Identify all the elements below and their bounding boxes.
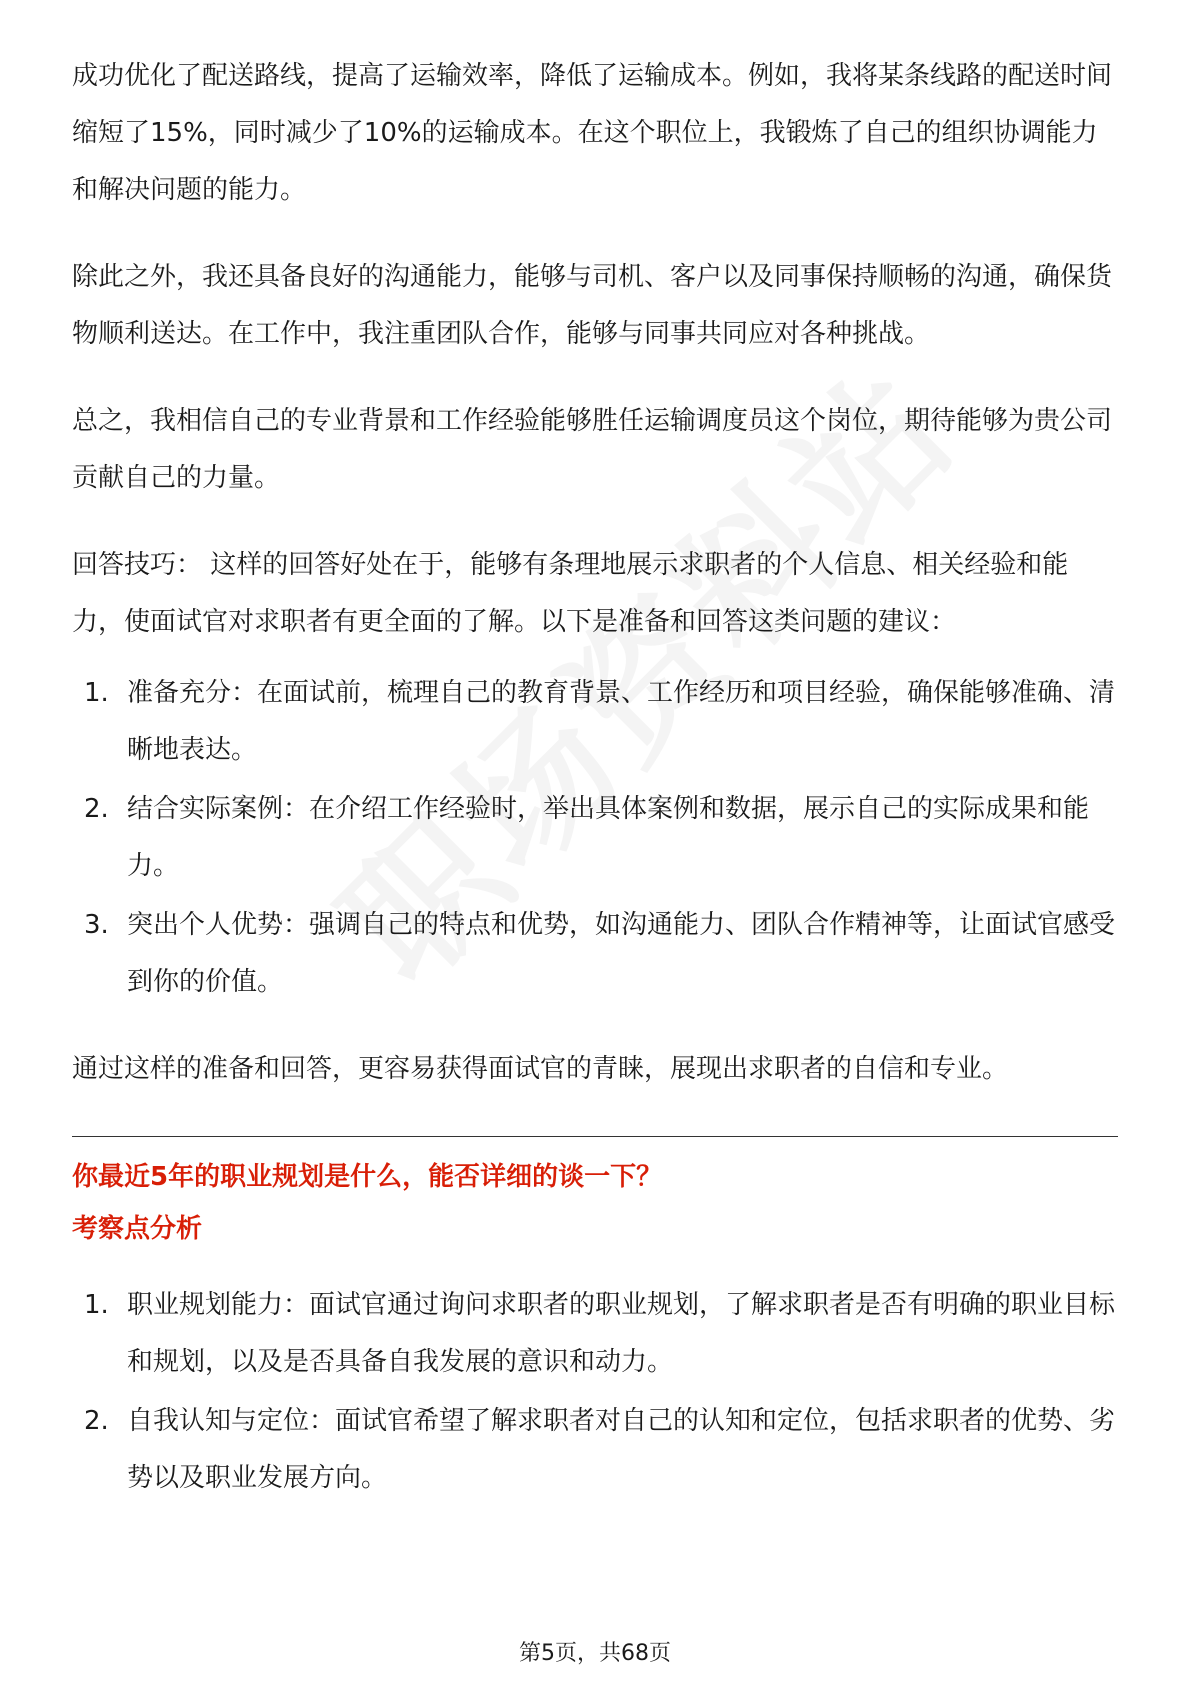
analysis-title: 考察点分析	[72, 1214, 203, 1244]
list-number: 3.	[84, 910, 109, 940]
list-item	[72, 1277, 1118, 1391]
list-number: 2.	[84, 794, 109, 824]
paragraph-closing: 通过这样的准备和回答，更容易获得面试官的青睐，展现出求职者的自信和专业。	[72, 1054, 1009, 1084]
paragraph-experience: 成功优化了配送路线，提高了运输效率，降低了运输成本。例如，我将某条线路的配送时间缩短了15%，同时减少了10%的运输成本。在这个职位上，我锻炼了自己的组织协调能力和解决问题的能力。	[72, 61, 1113, 205]
list-item-text: 自我认知与定位：面试官希望了解求职者对自己的认知和定位，包括求职者的优势、劣势以及职业发展方向。	[127, 1406, 1116, 1493]
list-number: 1.	[84, 678, 109, 708]
list-item	[72, 897, 1118, 1011]
list-item	[72, 1393, 1118, 1507]
section-divider	[72, 1136, 1118, 1137]
paragraph-communication: 除此之外，我还具备良好的沟通能力，能够与司机、客户以及同事保持顺畅的沟通，确保货物顺利送达。在工作中，我注重团队合作，能够与同事共同应对各种挑战。	[72, 262, 1113, 349]
list-item-text: 准备充分：在面试前，梳理自己的教育背景、工作经历和项目经验，确保能够准确、清晰地表达。	[127, 678, 1116, 765]
analysis-list	[72, 1277, 1118, 1507]
list-item	[72, 781, 1118, 895]
list-item-text: 职业规划能力：面试官通过询问求职者的职业规划，了解求职者是否有明确的职业目标和规划，以及是否具备自我发展的意识和动力。	[127, 1290, 1116, 1377]
question-heading: 你最近5年的职业规划是什么，能否详细的谈一下？	[72, 1162, 663, 1192]
list-number: 1.	[84, 1290, 109, 1320]
paragraph-answer-tips: 回答技巧： 这样的回答好处在于，能够有条理地展示求职者的个人信息、相关经验和能力，使面试官对求职者有更全面的了解。以下是准备和回答这类问题的建议：	[72, 550, 1069, 637]
list-item	[72, 665, 1118, 779]
list-item-text: 结合实际案例：在介绍工作经验时，举出具体案例和数据，展示自己的实际成果和能力。	[127, 794, 1090, 881]
page-footer: 第5页，共68页	[519, 1641, 671, 1666]
paragraph-summary: 总之，我相信自己的专业背景和工作经验能够胜任运输调度员这个岗位，期待能够为贵公司贡献自己的力量。	[72, 406, 1113, 493]
list-item-text: 突出个人优势：强调自己的特点和优势，如沟通能力、团队合作精神等，让面试官感受到你的价值。	[127, 910, 1116, 997]
tips-list	[72, 665, 1118, 1011]
list-number: 2.	[84, 1406, 109, 1436]
page-content	[72, 48, 1118, 1537]
